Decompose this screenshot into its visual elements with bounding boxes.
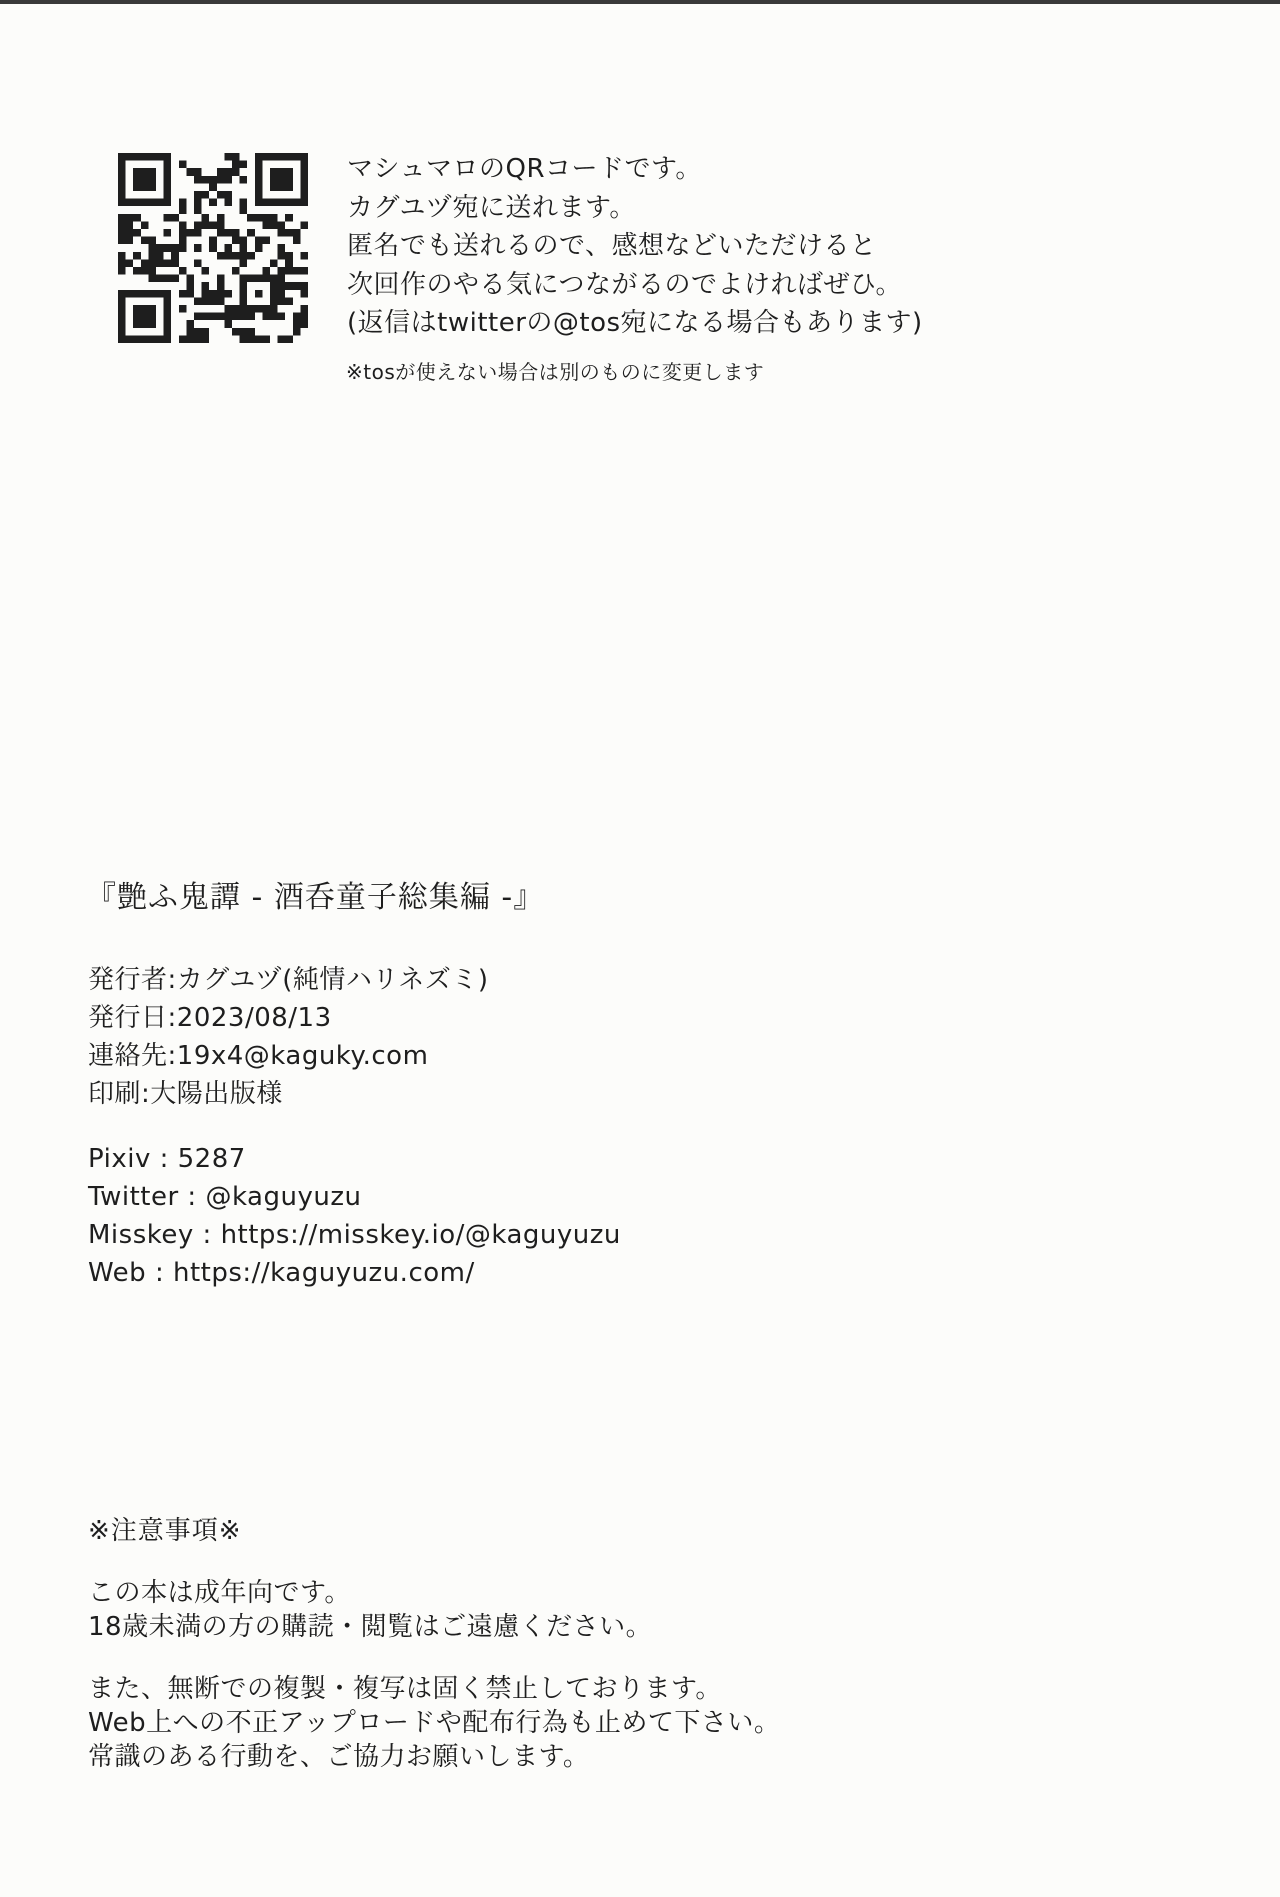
age-notice xyxy=(88,1576,652,1644)
qr-note-line-2: カグユヅ宛に送れます。 xyxy=(347,192,636,223)
book-title: 『艶ふ鬼譚 - 酒呑童子総集編 -』 xyxy=(86,880,545,915)
pixiv-label: Pixiv xyxy=(88,1144,151,1174)
printer-value: 大陽出版様 xyxy=(150,1079,283,1109)
misskey-url: https://misskey.io/@kaguyuzu xyxy=(220,1220,621,1250)
copyright-notice-line-3: 常識のある行動を、ご協力お願いします。 xyxy=(88,1742,590,1772)
web-label: Web xyxy=(88,1258,147,1288)
marshmallow-qr-code xyxy=(118,153,308,343)
copyright-notice-line-1: また、無断での複製・複写は固く禁止しております。 xyxy=(88,1674,722,1704)
separator: : xyxy=(167,1041,177,1071)
contact-line xyxy=(88,1037,489,1075)
publisher-label: 発行者 xyxy=(88,965,168,995)
publish-date-label: 発行日 xyxy=(88,1003,168,1033)
copyright-notice xyxy=(88,1672,780,1774)
separator: : xyxy=(150,1144,178,1174)
contact-value: 19x4@kaguky.com xyxy=(176,1041,429,1071)
misskey-line xyxy=(88,1216,621,1254)
separator: : xyxy=(193,1220,221,1250)
qr-note-line-5: (返信はtwitterの@tos宛になる場合もあります) xyxy=(347,308,923,338)
social-links xyxy=(88,1140,621,1292)
publisher-line xyxy=(88,961,489,999)
publish-date-line xyxy=(88,999,489,1037)
pixiv-value: 5287 xyxy=(177,1144,246,1174)
printer-label: 印刷 xyxy=(88,1079,142,1109)
printer-line xyxy=(88,1075,489,1113)
contact-label: 連絡先 xyxy=(88,1041,168,1071)
separator: : xyxy=(178,1182,206,1212)
qr-note-line-1: マシュマロのQRコードです。 xyxy=(347,154,702,184)
twitter-label: Twitter xyxy=(88,1182,179,1212)
qr-note-line-4: 次回作のやる気につながるのでよければぜひ。 xyxy=(347,269,902,300)
separator: : xyxy=(141,1079,151,1109)
web-url: https://kaguyuzu.com/ xyxy=(172,1258,475,1288)
misskey-label: Misskey xyxy=(88,1220,194,1250)
separator: : xyxy=(146,1258,173,1288)
qr-note-line-3: 匿名でも送れるので、感想などいただけると xyxy=(347,231,877,261)
qr-instructions xyxy=(347,150,923,343)
age-notice-line-2: 18歳未満の方の購読・閲覧はご遠慮ください。 xyxy=(88,1612,653,1642)
age-notice-line-1: この本は成年向です。 xyxy=(88,1578,351,1608)
qr-footnote: ※tosが使えない場合は別のものに変更します xyxy=(346,360,765,384)
publication-details xyxy=(88,961,489,1113)
web-line xyxy=(88,1254,621,1292)
twitter-value: @kaguyuzu xyxy=(205,1182,362,1212)
copyright-notice-line-2: Web上への不正アップロードや配布行為も止めて下さい。 xyxy=(88,1708,781,1738)
publish-date-value: 2023/08/13 xyxy=(176,1003,332,1033)
twitter-line xyxy=(88,1178,621,1216)
notice-heading: ※注意事項※ xyxy=(88,1516,242,1546)
separator: : xyxy=(167,1003,177,1033)
scan-artifact-top-edge xyxy=(0,0,1280,4)
pixiv-line xyxy=(88,1140,621,1178)
publisher-value: カグユヅ(純情ハリネズミ) xyxy=(176,965,489,995)
separator: : xyxy=(167,965,177,995)
